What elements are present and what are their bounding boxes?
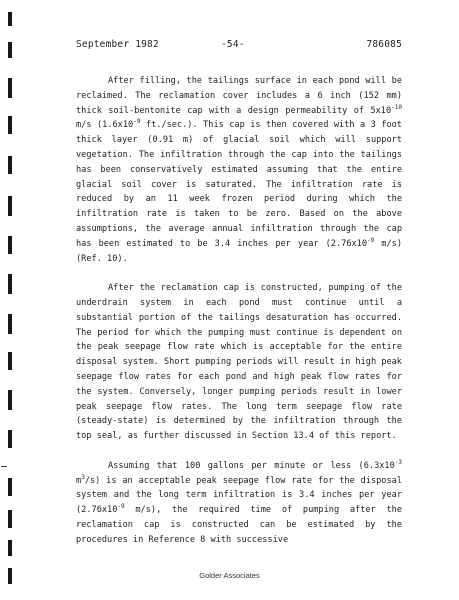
stray-mark (1, 466, 7, 467)
paragraph-seepage-assumption (76, 459, 402, 548)
binder-mark (8, 236, 12, 254)
binder-mark (8, 42, 12, 58)
binder-hole-marks (0, 0, 22, 600)
binder-mark (8, 390, 12, 410)
header-date: September 1982 (76, 39, 159, 50)
exponent: -9 (133, 118, 141, 126)
text-run: m/s (1.6x10 (76, 120, 134, 131)
binder-mark (8, 116, 12, 134)
exponent: -9 (367, 236, 375, 244)
text-run: ft./sec.). This cap is then covered with a 3 foot thick layer (0.91 m) of glacial soil which will support vegetation. The infiltration through the cap into the tailings has been conservatively estimated assuming that the entire glacial soil cover is saturated. The infiltration rate is reduced by an 11 week frozen period during which the infiltration rate is taken to be zero. Based on the above assumptions, the average annual infiltration through the cap has been estimated to be 3.4 inches per year (2.76x10 (76, 120, 402, 249)
binder-mark (8, 12, 12, 26)
exponent: 3 (81, 473, 85, 481)
text-run: /s) is an acceptable peak seepage flow rate for the disposal system and the long term infiltration is 3.4 inches per year (2.76x10 (76, 475, 402, 516)
header-doc-number: 786085 (366, 39, 402, 50)
binder-mark (8, 510, 12, 528)
binder-mark (8, 196, 12, 216)
exponent: -3 (394, 458, 402, 466)
text-run: After the reclamation cap is constructed, pumping of the underdrain system in each pond must continue until a substantial portion of the tailings desaturation has occurred. The period for which the pumping must continue is dependent on the peak seepage flow rate which is acceptable for the entire disposal system. Short pumping periods will result in high peak seepage flow rates for each pond and high peak flow rates for the system. Conversely, longer pumping periods result in lower peak seepage flow rates. The long term seepage flow rate (steady-state) is determined by the infiltration through the top seal, as further discussed in Section 13.4 of this report. (76, 283, 402, 442)
binder-mark (8, 156, 12, 174)
binder-mark (8, 314, 12, 334)
paragraph-underdrain-pumping (76, 281, 402, 444)
document-body (76, 74, 402, 548)
text-run: m (76, 475, 82, 486)
text-run: Assuming that 100 gallons per minute or less (6.3x10 (108, 460, 395, 471)
page-footer-company: Golder Associates (199, 571, 260, 580)
binder-mark (8, 430, 12, 448)
binder-mark (8, 78, 12, 98)
binder-mark (8, 352, 12, 370)
text-run: m/s) (Ref. 10). (76, 238, 403, 264)
binder-mark (8, 540, 12, 556)
binder-mark (8, 274, 12, 294)
text-run: After filling, the tailings surface in each pond will be reclaimed. The reclamation cover includes a 6 inch (152 mm) thick soil-bentonite cap with a design permeability of 5x10 (76, 76, 402, 116)
paragraph-reclamation-cap (76, 74, 402, 266)
exponent: -10 (391, 103, 402, 111)
exponent: -9 (117, 503, 125, 511)
text-run: m/s), the required time of pumping after the reclamation cap is constructed can be estimated by the procedures in Reference 8 with successive (76, 505, 402, 545)
header-page-number: -54- (221, 39, 245, 50)
binder-mark (8, 478, 12, 496)
